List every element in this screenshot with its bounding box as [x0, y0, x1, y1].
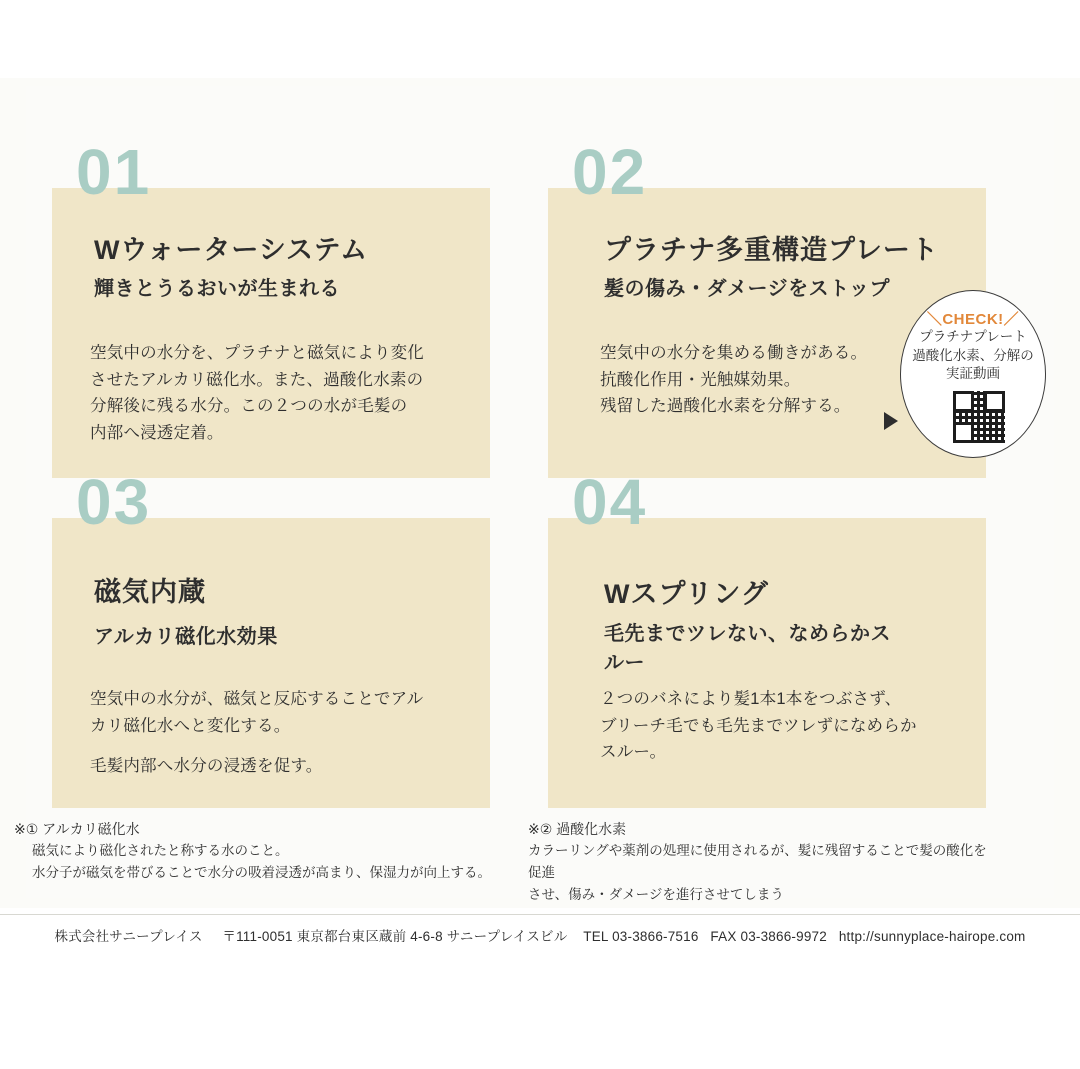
footer-bar — [0, 914, 1080, 956]
feature-body-line: ブリーチ毛でも毛先までツレずになめらか — [600, 716, 917, 735]
feature-body-line: スルー。 — [600, 743, 667, 762]
feature-body-line: 空気中の水分が、磁気と反応することでアル — [90, 690, 424, 708]
feature-body-01 — [90, 340, 460, 447]
footnote-1-term-text: アルカリ磁化水 — [42, 821, 140, 837]
feature-body-line — [90, 367, 460, 394]
footnote-2-line: カラーリングや薬剤の処理に使用されるが、髪に残留することで髪の酸化を促進 — [528, 843, 987, 880]
footnote-1-line: 磁気により磁化されたと称する水のこと。 — [32, 843, 289, 859]
qr-code-icon[interactable] — [953, 391, 1005, 443]
feature-subtitle-04: 毛先までツレない、なめらかスルー — [604, 623, 891, 674]
company-tel: TEL 03-3866-7516 — [583, 929, 699, 944]
footnote-2-line: させ、傷み・ダメージを進行させてしまう — [528, 886, 784, 902]
footnote-1-term — [14, 818, 514, 840]
triangle-pointer-icon — [884, 412, 898, 430]
check-description-line: プラチナプレート — [919, 329, 1027, 344]
feature-number-01: 01 — [76, 136, 152, 208]
check-video-badge[interactable] — [900, 290, 1046, 458]
feature-body-line: 毛髪内部へ水分の浸透を促す。 — [90, 757, 323, 776]
feature-body-line: 空気中の水分を、プラチナと磁気により変化 — [90, 344, 424, 362]
feature-subtitle-02: 髪の傷み・ダメージをストップ — [604, 278, 890, 300]
feature-body-line-text: させたアルカリ磁化水。また、過酸化水素の — [90, 370, 424, 389]
feature-body-line: カリ磁化水へと変化する。 — [90, 716, 291, 735]
feature-body-line: 分解後に残る水分。この２つの水が毛髪の — [90, 397, 408, 416]
check-description-line: 実証動画 — [946, 366, 1000, 382]
footnote-2-mark: ※② — [528, 821, 553, 837]
footnote-1 — [14, 818, 514, 884]
company-address: 〒111-0051 東京都台東区蔵前 4-6-8 サニープレイスビル — [222, 929, 568, 944]
check-description — [901, 328, 1045, 384]
feature-body-02 — [600, 340, 930, 420]
check-description-line: 過酸化水素、分解の — [912, 347, 1034, 363]
qr-finder-icon — [953, 391, 974, 412]
top-margin — [0, 0, 1080, 78]
footnote-1-line: 水分子が磁気を帯びることで水分の吸着浸透が高まり、保湿力が向上する。 — [32, 864, 491, 880]
bottom-margin — [0, 955, 1080, 1069]
feature-body-line: 残留した過酸化水素を分解する。 — [600, 397, 851, 416]
check-label: ＼CHECK!／ — [926, 311, 1020, 328]
feature-title-02: プラチナ多重構造プレート — [604, 235, 939, 265]
feature-number-04: 04 — [572, 466, 648, 538]
feature-number-03: 03 — [76, 466, 152, 538]
footnote-2-term — [528, 818, 998, 840]
company-fax: FAX 03-3866-9972 — [710, 929, 827, 944]
feature-body-line: ２つのバネにより髪1本1本をつぶさず、 — [600, 690, 902, 708]
feature-body-line: 抗酸化作用・光触媒効果。 — [600, 370, 801, 389]
feature-title-04: Wスプリング — [604, 579, 769, 609]
feature-subtitle-01: 輝きとうるおいが生まれる — [94, 278, 340, 300]
feature-body-04 — [600, 686, 970, 766]
feature-body-03 — [90, 686, 460, 780]
company-website-link[interactable]: http://sunnyplace-hairope.com — [838, 929, 1026, 944]
feature-subtitle-03: アルカリ磁化水効果 — [94, 626, 278, 648]
footer-contact-line — [0, 925, 1080, 945]
feature-title-03: 磁気内蔵 — [94, 577, 206, 607]
qr-finder-icon — [984, 391, 1005, 412]
footnote-1-mark: ※① — [14, 821, 39, 837]
feature-number-02: 02 — [572, 136, 648, 208]
feature-body-line: 空気中の水分を集める働きがある。 — [600, 344, 868, 362]
feature-body-line: 内部へ浸透定着。 — [90, 424, 224, 443]
qr-finder-icon — [953, 422, 974, 443]
company-name: 株式会社サニープレイス — [54, 929, 203, 944]
feature-title-01: Wウォーターシステム — [94, 235, 369, 265]
footnote-2 — [528, 818, 998, 905]
footnote-2-term-text: 過酸化水素 — [556, 821, 627, 837]
